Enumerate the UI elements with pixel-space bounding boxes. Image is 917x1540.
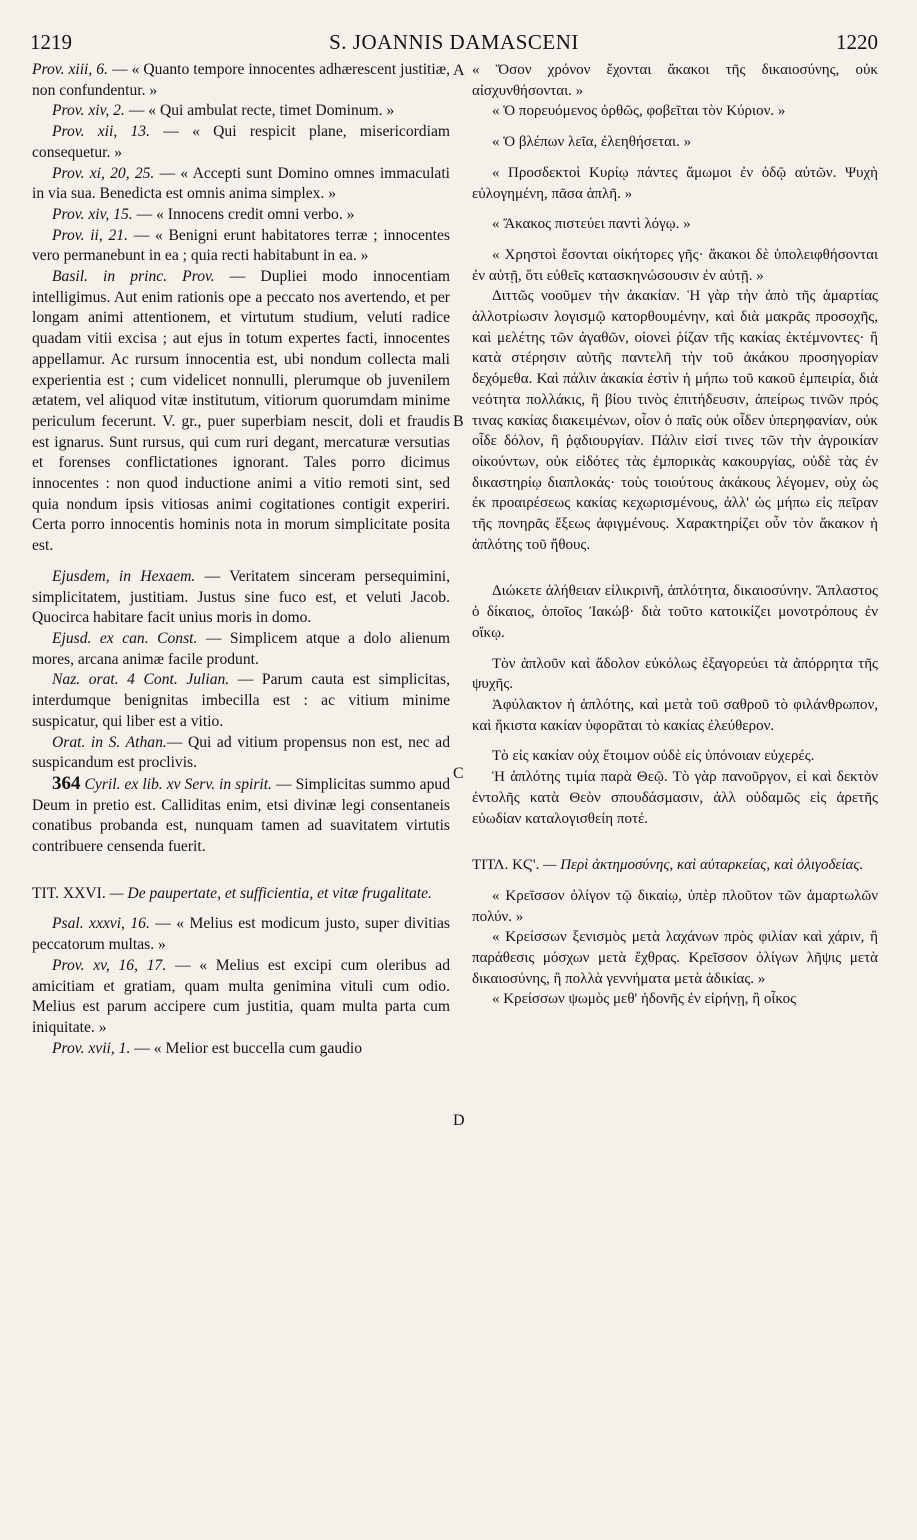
greek-column — [472, 60, 878, 1010]
latin-entry: Basil. in princ. Prov. — Dupliei modo innocentiam intelligimus. Aut enim rationis ope a peccato nos avertendo, et per longam animi attentionem, et virtutum studium, veluti radice quadam vitii excisa ; aut ejus in totum expertes facti, innocentes appellamur. Ac rursum innocentia est, ubi nondum collecta mali experientia est ; cum videlicet nonnulli, plerumque ob juvenilem ætatem, vel aliquod vitæ institutum, vitiorum quorumdam minime periculum fecerunt. V. gr., puer superbiam nescit, doli et fraudis est ignarus. Sunt rursus, qui cum ruri degant, mercaturæ versutias et forenses conflictationes ignorant. Tales porro dicimus innocentes : non quod inductione animi a vitio remoti sint, sed quia nondum ipsis vitiosas animi cogitationes contigit experiri. Certa porro innocentis hominis nota in morum simplicitate posita est. — [32, 268, 450, 555]
greek-entry: Διώκετε ἀλήθειαν εἰλικρινῆ, ἁπλότητα, δικαιοσύνην. Ἄπλαστος ὁ δίκαιος, ὁποῖος Ἰακώβ· διὰ τοῦτο κατοικίζει μονοτρόπους ἐν οἴκῳ. — [472, 583, 878, 641]
latin-entry: Prov. xiv, 15. — « Innocens credit omni verbo. » — [52, 205, 355, 223]
greek-entry: « Ἄκακος πιστεύει παντὶ λόγῳ. » — [492, 216, 691, 233]
column-marker-a: A — [453, 62, 465, 79]
greek-entry: « Ὁ βλέπων λεῖα, ἐλεηθήσεται. » — [492, 134, 692, 151]
latin-entry: Prov. xvii, 1. — « Melior est buccella cum gaudio — [52, 1039, 363, 1057]
latin-entry: Prov. xii, 13. — « Qui respicit plane, misericordiam consequetur. » — [32, 123, 450, 161]
greek-entry: « Χρηστοὶ ἔσονται οἰκήτορες γῆς· ἄκακοι δὲ ὑπολειφθήσονται ἐν αὐτῇ, ὅτι εὐθεῖς κατασκηνώσουσιν ἐν αὐτῇ. » — [472, 246, 878, 284]
column-number: 364 — [52, 772, 81, 794]
greek-entry: Διττῶς νοοῦμεν τὴν ἀκακίαν. Ἡ γὰρ τὴν ἀπὸ τῆς ἁμαρτίας ἀλλοτρίωσιν λογισμῷ κατορθουμένην, καὶ διὰ μακρᾶς προσοχῆς, καὶ μελέτης τῶν ἀγαθῶν, οἱονεὶ ῥίζαν τῆς κακίας ἐκτέμνοντες· ἢ κατὰ στέρησιν αὐτῆς παντελῆ τὴν τοῦ ἀκάκου προσηγορίαν δεχόμεθα. Καὶ πάλιν ἀκακία ἐστὶν ἡ μήπω τοῦ κακοῦ ἐμπειρία, διὰ νεότητα πολλάκις, ἢ βίου τινὸς ἐπιτήδευσιν, ἀπείρως τινῶν πρός τινας κακίας διακειμένων, οἷον ὁ παῖς οὐκ οἶδεν ὑπερηφανίαν, οὐκ οἶδε δόλον, ἢ ῥᾳδιουργίαν. Πάλιν εἰσί τινες τῶν τὴν ἀγροικίαν οἰκούντων, οὐκ εἰδότες τὰς ἐμπορικὰς κακουργίας, οὐδὲ τὰς ἐν δικαστηρίῳ διαπλοκάς· τοὺς τοιούτους ἀκάκους λέγομεν, οὐχ ὡς ἐκ προαιρέσεως κακίας κεχωρισμένους, ἀλλ' ὡς μήπω εἰς πεῖραν τῆς πονηρᾶς ἕξεως ἀφιγμένους. Χαρακτηρίζει οὖν τὸν ἄκακον ἡ ἁπλότης τοῦ ἤθους. — [472, 288, 878, 553]
latin-entry: Prov. ii, 21. — « Benigni erunt habitatores terræ ; innocentes vero permanebunt in ea ; quia recti habitabunt in ea. » — [32, 226, 450, 265]
column-marker-c: C — [453, 765, 464, 782]
page-header — [30, 30, 878, 60]
running-title: S. JOANNIS DAMASCENI — [329, 30, 579, 54]
greek-entry: « Κρείσσων ξενισμὸς μετὰ λαχάνων πρὸς φιλίαν καὶ χάριν, ἢ παράθεσις μόσχων μετὰ ἔχθρας. Κρεῖσσον ὀλίγων λῆψις μετὰ δικαιοσύνης, ἢ πολλὰ γεννήματα μετὰ ἀδικίας. » — [472, 929, 878, 987]
latin-entry: Prov. xv, 16, 17. — « Melius est excipi cum oleribus ad amicitiam et gratiam, quam multa genimina vituli cum odio. Melius est parum accipere cum justitia, quam multa parta cum iniquitate. » — [32, 956, 450, 1036]
right-page-number: 1220 — [836, 30, 878, 54]
latin-entry: Ejusd. ex can. Const. — Simplicem atque a dolo alienum mores, arcana animæ facile produnt. — [32, 629, 450, 668]
left-page-number: 1219 — [30, 30, 72, 54]
greek-entry: « Κρεῖσσον ὀλίγον τῷ δικαίῳ, ὑπὲρ πλοῦτον τῶν ἁμαρτωλῶν πολύν. » — [472, 887, 878, 925]
latin-entry: Prov. xiii, 6. — « Quanto tempore innocentes adhærescent justitiæ, non confundentur. » — [32, 61, 450, 99]
greek-entry: « Ὁ πορευόμενος ὀρθῶς, φοβεῖται τὸν Κύριον. » — [492, 103, 786, 120]
greek-entry: « Ὅσον χρόνον ἔχονται ἄκακοι τῆς δικαιοσύνης, οὐκ αἰσχυνθήσονται. » — [472, 62, 878, 99]
greek-entry: Τὸ εἰς κακίαν οὐχ ἕτοιμον οὐδὲ εἰς ὑπόνοιαν εὐχερές. — [492, 748, 815, 765]
latin-entry: 364 Cyril. ex lib. xv Serv. in spirit. — Simplicitas summo apud Deum in pretio est. Calliditas enim, etsi divinæ legi consentaneis conatibus probanda est, nunquam tamen ad suavitatem virtutis contribuere censenda fuerit. — [32, 772, 450, 856]
greek-entry: Ἡ ἁπλότης τιμία παρὰ Θεῷ. Τὸ γὰρ πανοῦργον, εἰ καὶ δεκτὸν ἐντολῆς κατὰ Θεὸν σπουδάσμασιν, ἀλλ οὐδαμῶς εἰς ἀρετῆς εὐωδίαν καταλογισθείη ποτέ. — [472, 769, 878, 827]
latin-entry: Ejusdem, in Hexaem. — Veritatem sinceram persequimini, simplicitatem, justitiam. Justus sine fuco est, et veluti Jacob. Quocirca habitare facit unius moris in domo. — [32, 567, 450, 627]
latin-entry: Prov. xiv, 2. — « Qui ambulat recte, timet Dominum. » — [52, 102, 395, 120]
section-title: ΤΙΤΛ. ΚϚ'. — Περὶ ἀκτημοσύνης, καὶ αὐταρκείας, καὶ ὀλιγοδείας. — [472, 857, 864, 874]
latin-entry: Naz. orat. 4 Cont. Julian. — Parum cauta est simplicitas, interdumque benignitas imbecilla est : ac vitium minime suspicatur, qui liber est a vitio. — [32, 671, 450, 730]
latin-entry: Prov. xi, 20, 25. — « Accepti sunt Domino omnes immaculati in via sua. Benedicta est omnis anima simplex. » — [32, 164, 450, 203]
greek-entry: « Προσδεκτοὶ Κυρίῳ πάντες ἄμωμοι ἐν ὁδῷ αὐτῶν. Ψυχὴ εὐλογημένη, πᾶσα ἁπλῆ. » — [472, 164, 878, 202]
latin-entry: Orat. in S. Athan.— Qui ad vitium propensus non est, nec ad suspicandum est proclivis. — [32, 733, 450, 772]
greek-entry: « Κρείσσων ψωμὸς μεθ' ἡδονῆς ἐν εἰρήνῃ, ἢ οἶκος — [492, 991, 797, 1008]
greek-entry: Ἀφύλακτον ἡ ἁπλότης, καὶ μετὰ τοῦ σαθροῦ τὸ φιλάνθρωπον, καὶ ἥκιστα κακίαν ὑφορᾶται τὸ κακίας ἐλεύθερον. — [472, 696, 878, 734]
column-marker-d: D — [453, 1112, 465, 1129]
greek-entry: Τὸν ἁπλοῦν καὶ ἄδολον εὐκόλως ἐξαγορεύει τὰ ἀπόρρητα τῆς ψυχῆς. — [472, 655, 878, 693]
section-title: TIT. XXVI. — De paupertate, et sufficientia, et vitæ frugalitate. — [32, 884, 432, 902]
column-marker-b: B — [453, 413, 464, 430]
latin-column — [32, 60, 450, 1059]
latin-entry: Psal. xxxvi, 16. — « Melius est modicum justo, super divitias peccatorum multas. » — [32, 915, 450, 954]
